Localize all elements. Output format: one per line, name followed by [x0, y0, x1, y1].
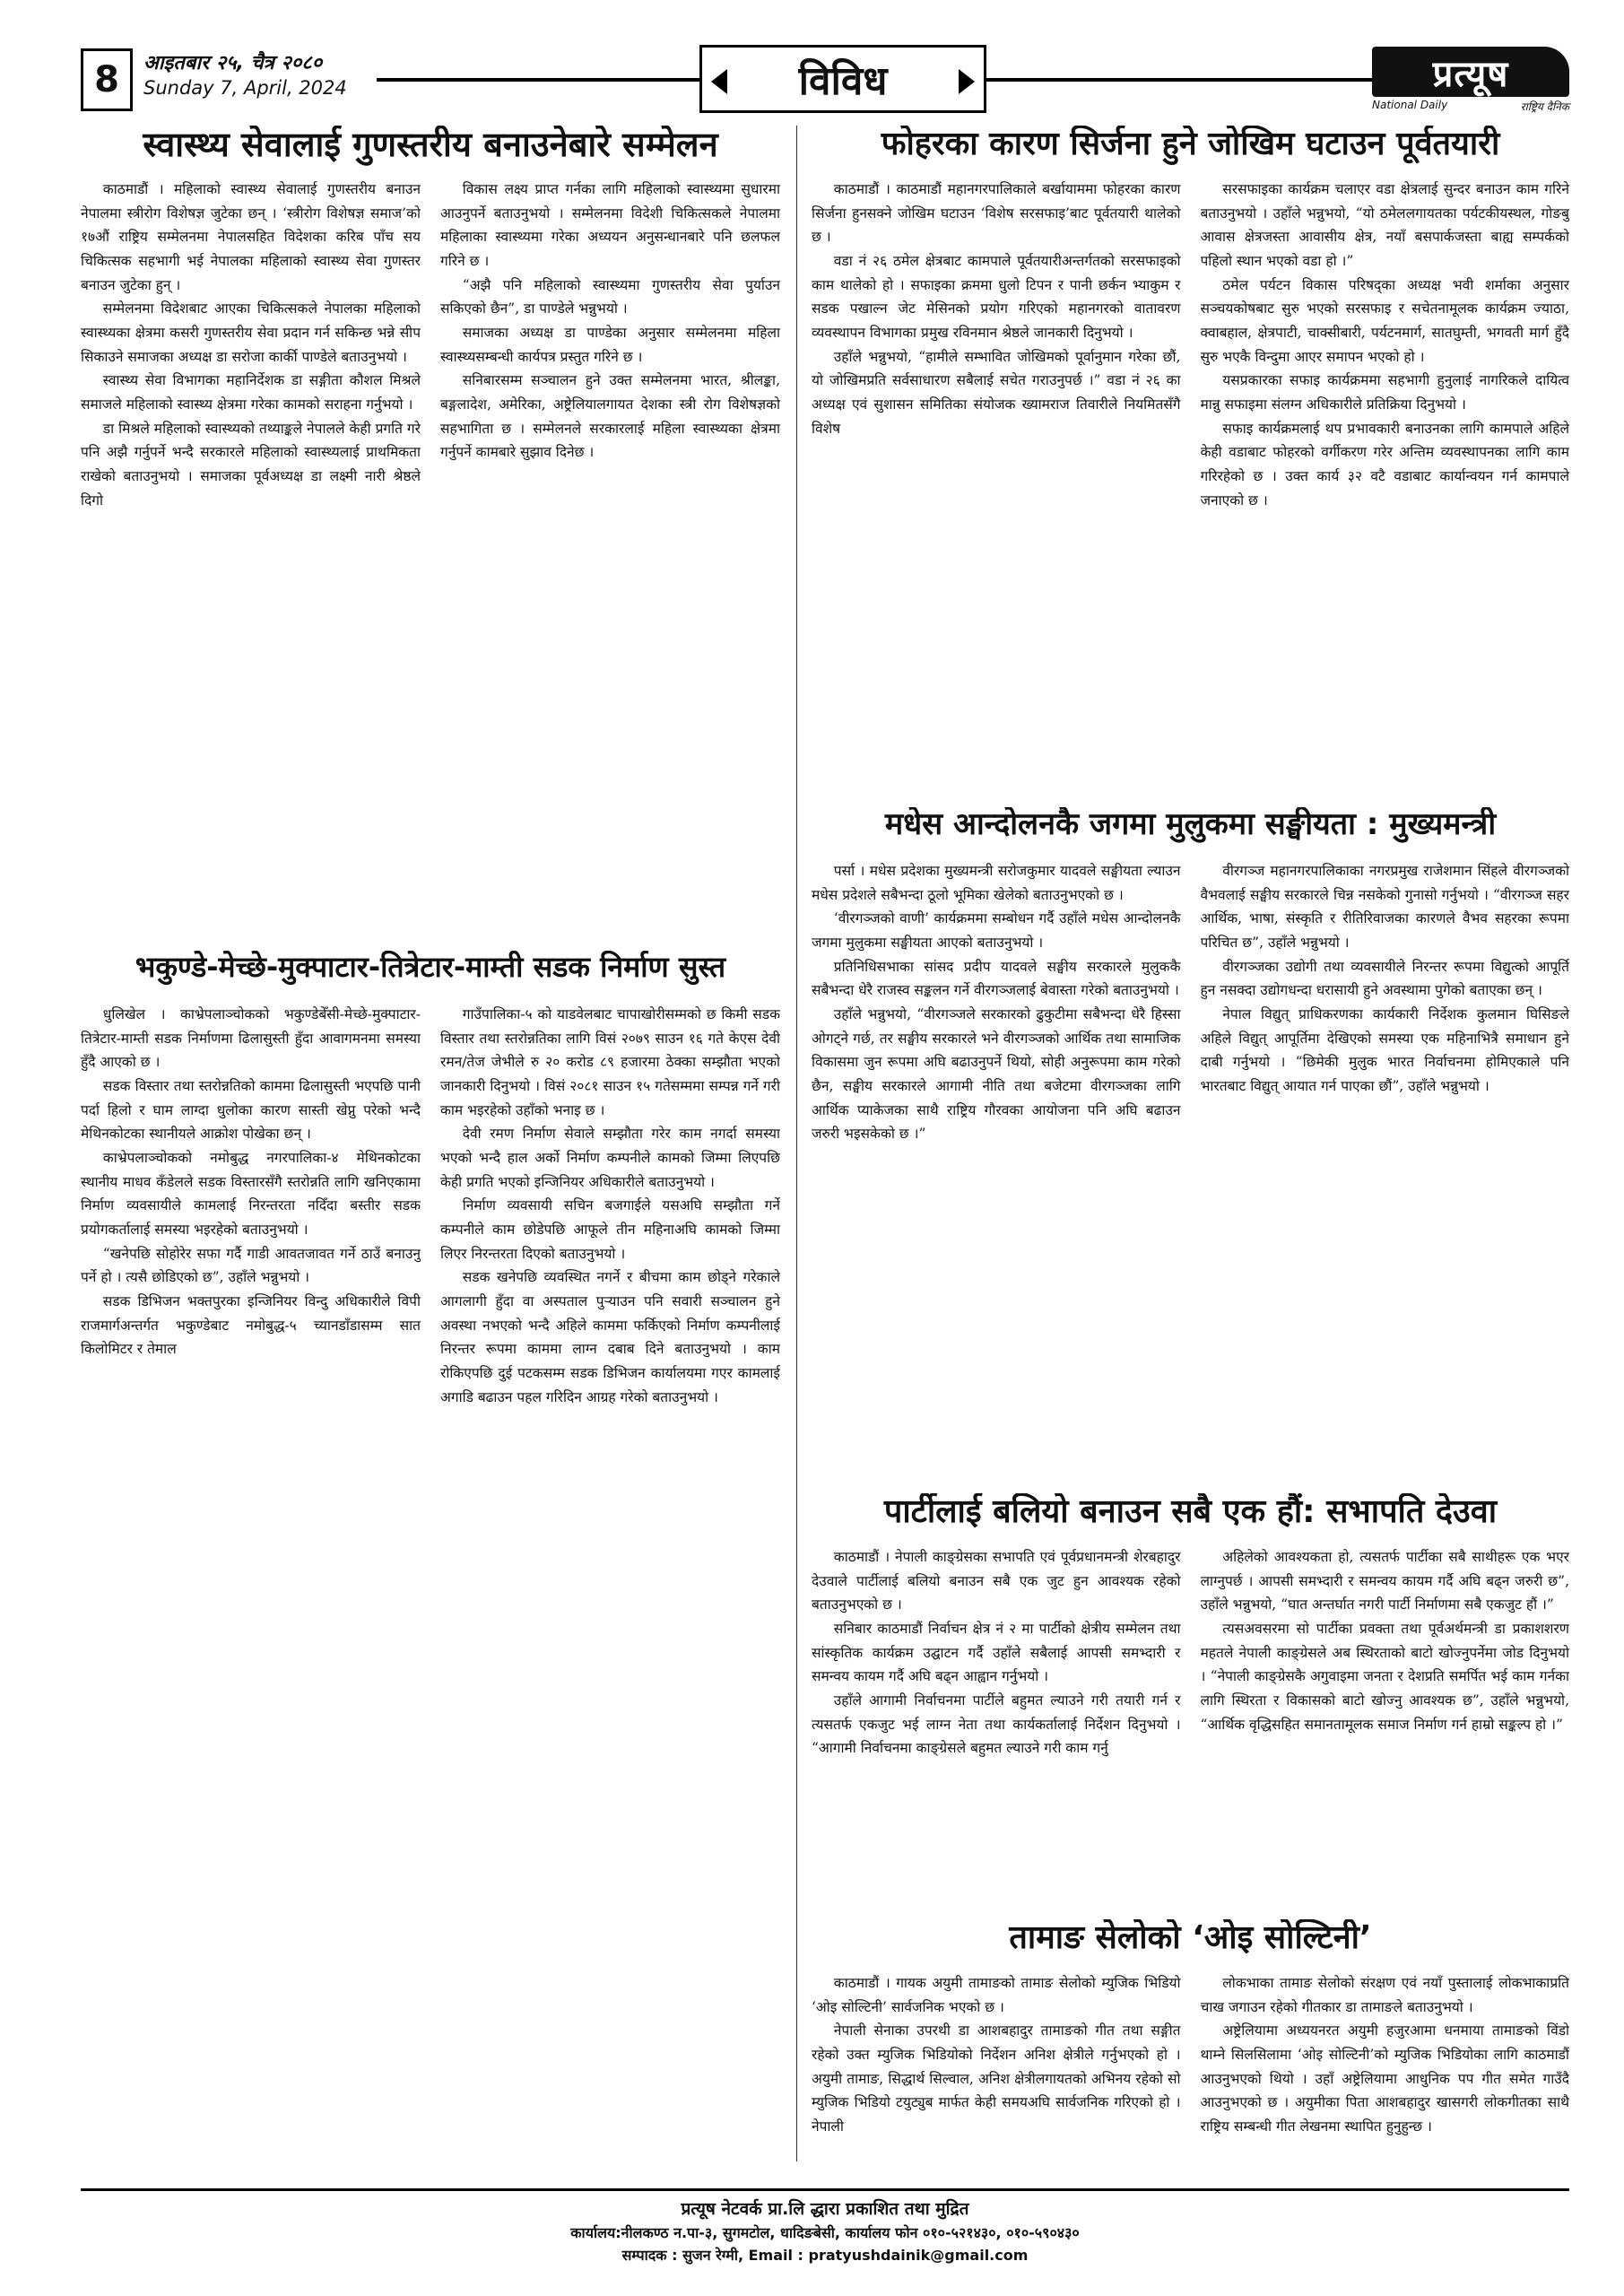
- article-headline: तामाङ सेलोको ‘ओइ सोल्टिनी’: [1009, 1919, 1372, 1956]
- article-paragraph: अहिलेको आवश्यकता हो, त्यसतर्फ पार्टीका सबै साथीहरू एक भएर लाग्नुपर्छ । आपसी समभ्दारी र समन्वय कायम गर्दै अघि बढ्न जरुरी छ”, उहाँले भन्नुभयो, “घात अन्तर्घात नगरी पार्टी निर्माणमा सबै एकजुट हौं ।”: [1200, 1549, 1569, 1613]
- article-body: [81, 178, 780, 949]
- article-paragraph: लोकभाका तामाङ सेलोको संरक्षण एवं नयाँ पुस्तालाई लोकभाकाप्रति चाख जगाउन रहेको गीतकार डा तामाङले बताउनुभयो ।: [1200, 1975, 1569, 2015]
- article-paragraph: काठमाडौं । काठमाडौं महानगरपालिकाले बर्खायाममा फोहरका कारण सिर्जना हुनसक्ने जोखिम घटाउन ‘विशेष सरसफाइ’बाट पूर्वतयारी थालेको छ ।: [812, 181, 1181, 246]
- article-headline: फोहरका कारण सिर्जना हुने जोखिम घटाउन पूर्वतयारी: [881, 126, 1500, 162]
- article-body: [812, 178, 1569, 805]
- article-headline: मधेस आन्दोलनकै जगमा मुलुकमा सङ्घीयता : मुख्यमन्त्री: [884, 807, 1497, 842]
- article-column: [81, 1003, 421, 2169]
- column-divider: [796, 126, 797, 2161]
- section-title: विविध: [798, 58, 888, 104]
- article-headline: पार्टीलाई बलियो बनाउन सबै एक हौं: सभापति देउवा: [883, 1493, 1498, 1530]
- article-paragraph: नेपाल विद्युत् प्राधिकरणका कार्यकारी निर्देशक कुलमान घिसिङले अहिले विद्युत् आपूर्तिमा देखिएको समस्या एक महिनाभित्रै समाधान हुने दाबी गर्नुभयो । “छिमेकी मुलुक भारत निर्वाचनमा होमिएकाले पनि भारतबाट विद्युत् आयात गर्न पाएका छौं”, उहाँले भन्नुभयो ।: [1200, 1005, 1569, 1094]
- tagline-english: National Daily: [1372, 99, 1448, 111]
- article-paragraph: वडा नं २६ ठमेल क्षेत्रबाट कामपाले पूर्वतयारीअन्तर्गतको सरसफाइको काम थालेको हो । सफाइका क्रममा धुलो टिपन र पानी छर्कन भ्याकुम र सडक पखाल्न जेट मेसिनको प्रयोग गरिएको महानगरको वातावरण व्यवस्थापन विभागका प्रमुख रविनमान श्रेष्ठले जानकारी दिनुभयो ।: [812, 252, 1181, 341]
- article-paragraph: सनिबारसम्म सञ्चालन हुने उक्त सम्मेलनमा भारत, श्रीलङ्का, बङ्गलादेश, अमेरिका, अष्ट्रेलियालगायत देशका स्त्री रोग विशेषज्ञको सहभागिता छ । सम्मेलनले सरकारलाई महिला स्वास्थ्यका क्षेत्रमा गर्नुपर्ने कामबारे सुझाव दिनेछ ।: [440, 372, 780, 461]
- article-column: [1201, 178, 1570, 805]
- article-column: [440, 178, 780, 949]
- article-paragraph: सम्मेलनमा विदेशबाट आएका चिकित्सकले नेपालका महिलाको स्वास्थ्यका क्षेत्रमा कसरी गुणस्तरीय सेवा प्रदान गर्न सकिन्छ भन्ने सीप सिकाउने समाजका अध्यक्ष डा सरोजा कार्की पाण्डेले बताउनुभयो ।: [81, 300, 421, 365]
- article-paragraph: अष्ट्रेलियामा अध्ययनरत अयुमी हजुरआमा धनमाया तामाङको विंडो थाम्ने सिलसिलामा ‘ओइ सोल्टिनी’को म्युजिक भिडियोका लागि काठमाडौं आउनुभएको थियो । उहाँ अष्ट्रेलियामा आधुनिक पप गीत समेत गाउँदै आउनुभएको छ । अयुमीका पिता आशबहादुर खासगरी लोकगीतका साथै राष्ट्रिय सम्बन्धी गीत लेखनमा स्थापित हुनुहुन्छ ।: [1200, 2022, 1569, 2135]
- article-paragraph: उहाँले आगामी निर्वाचनमा पार्टीले बहुमत ल्याउने गरी तयारी गर्न र त्यसतर्फ एकजुट भई लाग्न नेता तथा कार्यकर्तालाई निर्देशन दिनुभयो । “आगामी निर्वाचनमा काङ्ग्रेसले बहुमत ल्याउने गरी काम गर्नु: [812, 1692, 1181, 1757]
- article-waste-risk: [812, 126, 1569, 805]
- article-paragraph: वीरगञ्ज महानगरपालिकाका नगरप्रमुख राजेशमान सिंहले वीरगञ्जको वैभवलाई सङ्घीय सरकारले चिन्न नसकेको गुनासो गर्नुभयो । “वीरगञ्ज सहर आर्थिक, भाषा, संस्कृति र रीतिरिवाजका कारणले वैभव सहरका रूपमा परिचित छ”, उहाँले भन्नुभयो ।: [1200, 863, 1569, 951]
- article-paragraph: “अझै पनि महिलाको स्वास्थ्यमा गुणस्तरीय सेवा पुर्याउन सकिएको छैन”, डा पाण्डेले भन्नुभयो ।: [440, 276, 780, 317]
- article-paragraph: वीरगञ्जका उद्योगी तथा व्यवसायीले निरन्तर रूपमा विद्युत्को आपूर्ति हुन नसक्दा उद्योगधन्दा धरासायी हुने अवस्थामा पुगेको बताएका छन् ।: [1200, 958, 1569, 999]
- article-health-conference: [81, 126, 780, 949]
- article-column: [812, 1971, 1181, 2209]
- article-paragraph: विकास लक्ष्य प्राप्त गर्नका लागि महिलाको स्वास्थ्यमा सुधारमा आउनुपर्ने बताउनुभयो । सम्मेलनमा विदेशी चिकित्सकले नेपालमा महिलाका स्वास्थ्यमा गरेका अध्ययन अनुसन्धानबारे पनि छलफल गरिने छ ।: [440, 181, 780, 269]
- arrow-left-icon: [711, 69, 727, 94]
- arrow-right-icon: [959, 69, 975, 94]
- article-paragraph: प्रतिनिधिसभाका सांसद प्रदीप यादवले सङ्घीय सरकारले मुलुककै सबैभन्दा धेरै राजस्व सङ्कलन गर्ने वीरगञ्जलाई बेवास्ता गरेको बताउनुभयो ।: [812, 958, 1181, 999]
- article-party-unity: [812, 1493, 1569, 1913]
- article-paragraph: उहाँले भन्नुभयो, “हामीले सम्भावित जोखिमको पूर्वानुमान गरेका छौं, यो जोखिमप्रति सर्वसाधारण सबैलाई सचेत गराउनुपर्छ ।” वडा नं २६ का अध्यक्ष एवं सुशासन समितिका संयोजक ख्यामराज तिवारीले नियमितसँगै विशेष: [812, 348, 1181, 437]
- article-road-construction: [81, 951, 780, 2169]
- article-headline: स्वास्थ्य सेवालाई गुणस्तरीय बनाउनेबारे सम्मेलन: [143, 126, 718, 164]
- article-paragraph: उहाँले भन्नुभयो, “वीरगञ्जले सरकारको ढुकुटीमा सबैभन्दा धेरै हिस्सा ओगट्ने गर्छ, तर सङ्घीय सरकारले भने वीरगञ्जको आर्थिक तथा सामाजिक विकासमा जुन रूपमा अघि बढाउनुपर्ने थियो, सोही अनुरूपमा काम गरेको छैन, सङ्घीय सरकारले आगामी नीति तथा बजेटमा वीरगञ्जका लागि आर्थिक प्याकेजका साथै राष्ट्रिय गौरवका आयोजना पनि अघि बढाउन जरुरी भइसकेको छ ।”: [812, 1005, 1181, 1143]
- masthead-tagline: [1372, 99, 1569, 114]
- article-paragraph: सफाइ कार्यक्रमलाई थप प्रभावकारी बनाउनका लागि कामपाले अहिले केही वडाबाट फोहरको वर्गीकरण गरेर अन्तिम व्यवस्थापनका लागि काम गरिरहेको छ । उक्त कार्य ३२ वटै वडाबाट कार्यान्वयन गर्न कामपाले जनाएको छ ।: [1200, 420, 1569, 509]
- article-column: [812, 859, 1181, 1487]
- article-paragraph: सडक डिभिजन भक्तपुरका इन्जिनियर विन्दु अधिकारीले विपी राजमार्गअन्तर्गत भकुण्डेबाट नमोबुद्ध-५ च्यानडाँडासम्म सात किलोमिटर र तेमाल: [81, 1292, 421, 1358]
- article-paragraph: गाउँपालिका-५ को याडवेलबाट चापाखोरीसम्मको छ किमी सडक विस्तार तथा स्तरोन्नतिका लागि विसं २०७९ साउन १६ गते केएस देवी रमन/तेज जेभीले रु २० करोड ८९ हजारमा ठेक्का सम्झौता भएको जानकारी दिनुभयो । विसं २०८१ साउन १५ गतेसम्ममा सम्पन्न गर्ने गरी काम भइरहेको उहाँको भनाइ छ ।: [440, 1006, 780, 1118]
- article-paragraph: निर्माण व्यवसायी सचिन बजगाईले यसअघि सम्झौता गर्ने कम्पनीले काम छोडेपछि आफूले तीन महिनाअघि कामको जिम्मा लिएर निरन्तरता दिएको बताउनुभयो ।: [440, 1197, 780, 1262]
- header-rule-left: [377, 78, 699, 82]
- article-paragraph: काठमाडौं । महिलाको स्वास्थ्य सेवालाई गुणस्तरीय बनाउन नेपालमा स्त्रीरोग विशेषज्ञ जुटेका छन् । ‘स्त्रीरोग विशेषज्ञ समाज’को १७औं राष्ट्रिय सम्मेलनमा नेपालसहित विदेशका करिब पाँच सय चिकित्सक सहभागी भई नेपालका महिलाको स्वास्थ्य सेवा गुणस्तर बनाउन जुटेका हुन् ।: [81, 181, 421, 293]
- article-paragraph: काठमाडौं । गायक अयुमी तामाङको तामाङ सेलोको म्युजिक भिडियो ‘ओइ सोल्टिनी’ सार्वजनिक भएको छ ।: [812, 1975, 1181, 2015]
- header-rule-right: [986, 78, 1372, 82]
- article-column: [812, 1545, 1181, 1913]
- article-paragraph: सनिबार काठमाडौं निर्वाचन क्षेत्र नं २ मा पार्टीको क्षेत्रीय सम्मेलन तथा सांस्कृतिक कार्यक्रम उद्घाटन गर्दै उहाँले सबैलाई आपसी समभ्दारी र समन्वय कायम गर्दै अघि बढ्न आह्वान गर्नुभयो ।: [812, 1620, 1181, 1685]
- article-paragraph: काभ्रेपलाञ्चोकको नमोबुद्ध नगरपालिका-४ मेथिनकोटका स्थानीय माधव कँडेलले सडक विस्तारसँगै स्तरोन्नति लागि खनिएकामा निर्माण व्यवसायीले कामलाई निरन्तरता नदिँदा बस्तीर सडक प्रयोगकर्तालाई समस्या भइरहेको बताउनुभयो ।: [81, 1149, 421, 1238]
- article-paragraph: त्यसअवसरमा सो पार्टीका प्रवक्ता तथा पूर्वअर्थमन्त्री डा प्रकाशशरण महतले नेपाली काङ्ग्रेसले अब स्थिरताको बाटो खोज्नुपर्नेमा जोड दिनुभयो । “नेपाली काङ्ग्रेसकै अगुवाइमा जनता र देशप्रति समर्पित भई काम गर्नका लागि स्थिरता र विकासको बाटो खोज्नु आवश्यक छ”, उहाँले भन्नुभयो, “आर्थिक वृद्धिसहित समानतामूलक समाज निर्माण गर्न हाम्रो सङ्कल्प हो ।”: [1200, 1620, 1569, 1733]
- masthead-title: प्रत्यूष: [1372, 47, 1569, 97]
- page-footer: [81, 2188, 1569, 2262]
- article-column: [1201, 1545, 1570, 1913]
- article-paragraph: पर्सा । मधेस प्रदेशका मुख्यमन्त्री सरोजकुमार यादवले सङ्घीयता ल्याउन मधेस प्रदेशले सबैभन्दा ठूलो भूमिका खेलेको बताउनुभएको छ ।: [812, 863, 1181, 903]
- article-paragraph: “खनेपछि सोहोरेर सफा गर्दै गाडी आवतजावत गर्ने ठाउँ बनाउनु पर्ने हो । त्यसै छोडिएको छ”, उहाँले भन्नुभयो ।: [81, 1245, 421, 1286]
- article-column: [81, 178, 421, 949]
- article-body: [812, 859, 1569, 1487]
- article-body: [812, 1971, 1569, 2209]
- article-column: [1201, 859, 1570, 1487]
- editor-contact: सम्पादक : सुजन रेग्मी, Email : pratyushdainik@gmail.com: [621, 2247, 1029, 2264]
- date-english: Sunday 7, April, 2024: [143, 77, 347, 99]
- section-tab: [699, 45, 986, 113]
- article-paragraph: सडक विस्तार तथा स्तरोन्नतिको काममा ढिलासुस्ती भएपछि पानी पर्दा हिलो र घाम लाग्दा धुलोका कारण सास्ती खेप्नु परेको भन्दै मेथिनकोटका स्थानीयले आक्रोश पोखेका छन् ।: [81, 1077, 421, 1143]
- article-paragraph: सडक खनेपछि व्यवस्थित नगर्ने र बीचमा काम छोड्ने गरेकाले आगलागी हुँदा वा अस्पताल पुऱ्याउन पनि सवारी सञ्चालन हुने अवस्था नभएको भन्दै अहिले काममा फर्किएको निर्माण कम्पनीलाई निरन्तर रूपमा काममा लाग्न दबाब दिने बताउनुभयो । काम रोकिएपछि दुई पटकसम्म सडक डिभिजन कार्यालयमा गएर कामलाई अगाडि बढाउन पहल गरिदिन आग्रह गरेको बताउनुभयो ।: [440, 1269, 780, 1405]
- article-paragraph: ‘वीरगञ्जको वाणी’ कार्यक्रममा सम्बोधन गर्दै उहाँले मधेस आन्दोलनकै जगमा मुलुकमा सङ्घीयता आएको बताउनुभयो ।: [812, 910, 1181, 951]
- article-headline: भकुण्डे-मेच्छे-मुक्पाटार-तित्रेटार-माम्ती सडक निर्माण सुस्त: [135, 951, 726, 984]
- tagline-nepali: राष्ट्रिय दैनिक: [1520, 100, 1569, 113]
- article-body: [812, 1545, 1569, 1913]
- article-column: [812, 178, 1181, 805]
- article-paragraph: देवी रमण निर्माण सेवाले सम्झौता गरेर काम नगर्दा समस्या भएको भन्दै हाल अर्को निर्माण कम्पनीले कामको जिम्मा लिएपछि केही प्रगति भएको इन्जिनियर अधिकारीले बताउनुभयो ।: [440, 1126, 780, 1190]
- article-paragraph: यसप्रकारका सफाइ कार्यक्रममा सहभागी हुनुलाई नागरिकले दायित्व मान्नु सफाइमा संलग्न अधिकारीले प्रतिक्रिया दिनुभयो ।: [1200, 372, 1569, 413]
- publisher-line: प्रत्यूष नेटवर्क प्रा.लि द्धारा प्रकाशित तथा मुद्रित: [681, 2199, 969, 2219]
- article-body: [81, 1003, 780, 2169]
- date-nepali: आइतबार २५, चैत्र २०८०: [143, 52, 323, 74]
- article-paragraph: काठमाडौं । नेपाली काङ्ग्रेसका सभापति एवं पूर्वप्रधानमन्त्री शेरबहादुर देउवाले पार्टीलाई बलियो बनाउन सबै एक जुट हुन आवश्यक रहेको बताउनुभएको छ ।: [812, 1549, 1181, 1613]
- article-paragraph: धुलिखेल । काभ्रेपलाञ्चोकको भकुण्डेबेँसी-मेच्छे-मुक्पाटार-तित्रेटार-माम्ती सडक निर्माणमा ढिलासुस्ती हुँदा आवागमनमा समस्या हुँदै आएको छ ।: [81, 1006, 421, 1071]
- article-paragraph: नेपाली सेनाका उपरथी डा आशबहादुर तामाङको गीत तथा सङ्गीत रहेको उक्त म्युजिक भिडियोको निर्देशन अनिश क्षेत्रीले गर्नुभएको हो । अयुमी तामाङ, सिद्धार्थ सिल्वाल, अनिश क्षेत्रीलगायतको अभिनय रहेको सो म्युजिक भिडियो टयुट्युब मार्फत केही समयअघि सार्वजनिक गरिएको हो । नेपाली: [812, 2022, 1181, 2135]
- article-paragraph: समाजका अध्यक्ष डा पाण्डेका अनुसार सम्मेलनमा महिला स्वास्थ्यसम्बन्धी कार्यपत्र प्रस्तुत गरिने छ ।: [440, 324, 780, 365]
- article-column: [1201, 1971, 1570, 2209]
- page-header: [81, 45, 1569, 115]
- article-paragraph: स्वास्थ्य सेवा विभागका महानिर्देशक डा सङ्गीता कौशल मिश्रले समाजले महिलाको स्वास्थ्य क्षेत्रमा गरेका कामको सराहना गर्नुभयो ।: [81, 372, 421, 413]
- masthead-logo: [1372, 45, 1569, 115]
- page-number: 8: [81, 48, 133, 111]
- article-paragraph: सरसफाइका कार्यक्रम चलाएर वडा क्षेत्रलाई सुन्दर बनाउन काम गरिने बताउनुभयो । उहाँले भन्नुभयो, “यो ठमेललगायतका पर्यटकीयस्थल, गोङबु आवास क्षेत्रजस्ता आवासीय क्षेत्र, नयाँ बसपार्कजस्ता बाह्य सम्पर्कको पहिलो स्थान भएको वडा हो ।”: [1200, 181, 1569, 269]
- article-paragraph: ठमेल पर्यटन विकास परिषद्का अध्यक्ष भवी शर्माका अनुसार सञ्चयकोषबाट सुरु भएको सरसफाइ र सचेतनामूलक कार्यक्रम ज्याठा, क्वाबहाल, क्षेत्रपाटी, चाक्सीबारी, पर्यटनमार्ग, सातघुम्ती, भगवती मार्ग हुँदै सुरु भएकै विन्दुमा आएर समापन भएको हो ।: [1200, 276, 1569, 365]
- article-madhes-federalism: [812, 807, 1569, 1487]
- office-address: कार्यालय:नीलकण्ठ न.पा-३, सुगमटोल, धादिङबेसी, कार्यालय फोन ०१०-५२१४३०, ०१०-५९०४३०: [570, 2224, 1080, 2241]
- issue-date: [143, 48, 347, 99]
- article-paragraph: डा मिश्रले महिलाको स्वास्थ्यको तथ्याङ्कले नेपालले केही प्रगति गरे पनि अझै गर्नुपर्ने भन्दै सरकारले महिलाको स्वास्थ्यलाई प्राथमिकता राखेको बताउनुभयो । समाजका पूर्वअध्यक्ष डा लक्ष्मी नारी श्रेष्ठले दिगो: [81, 420, 421, 509]
- article-column: [440, 1003, 780, 2169]
- article-tamang-selo: [812, 1919, 1569, 2209]
